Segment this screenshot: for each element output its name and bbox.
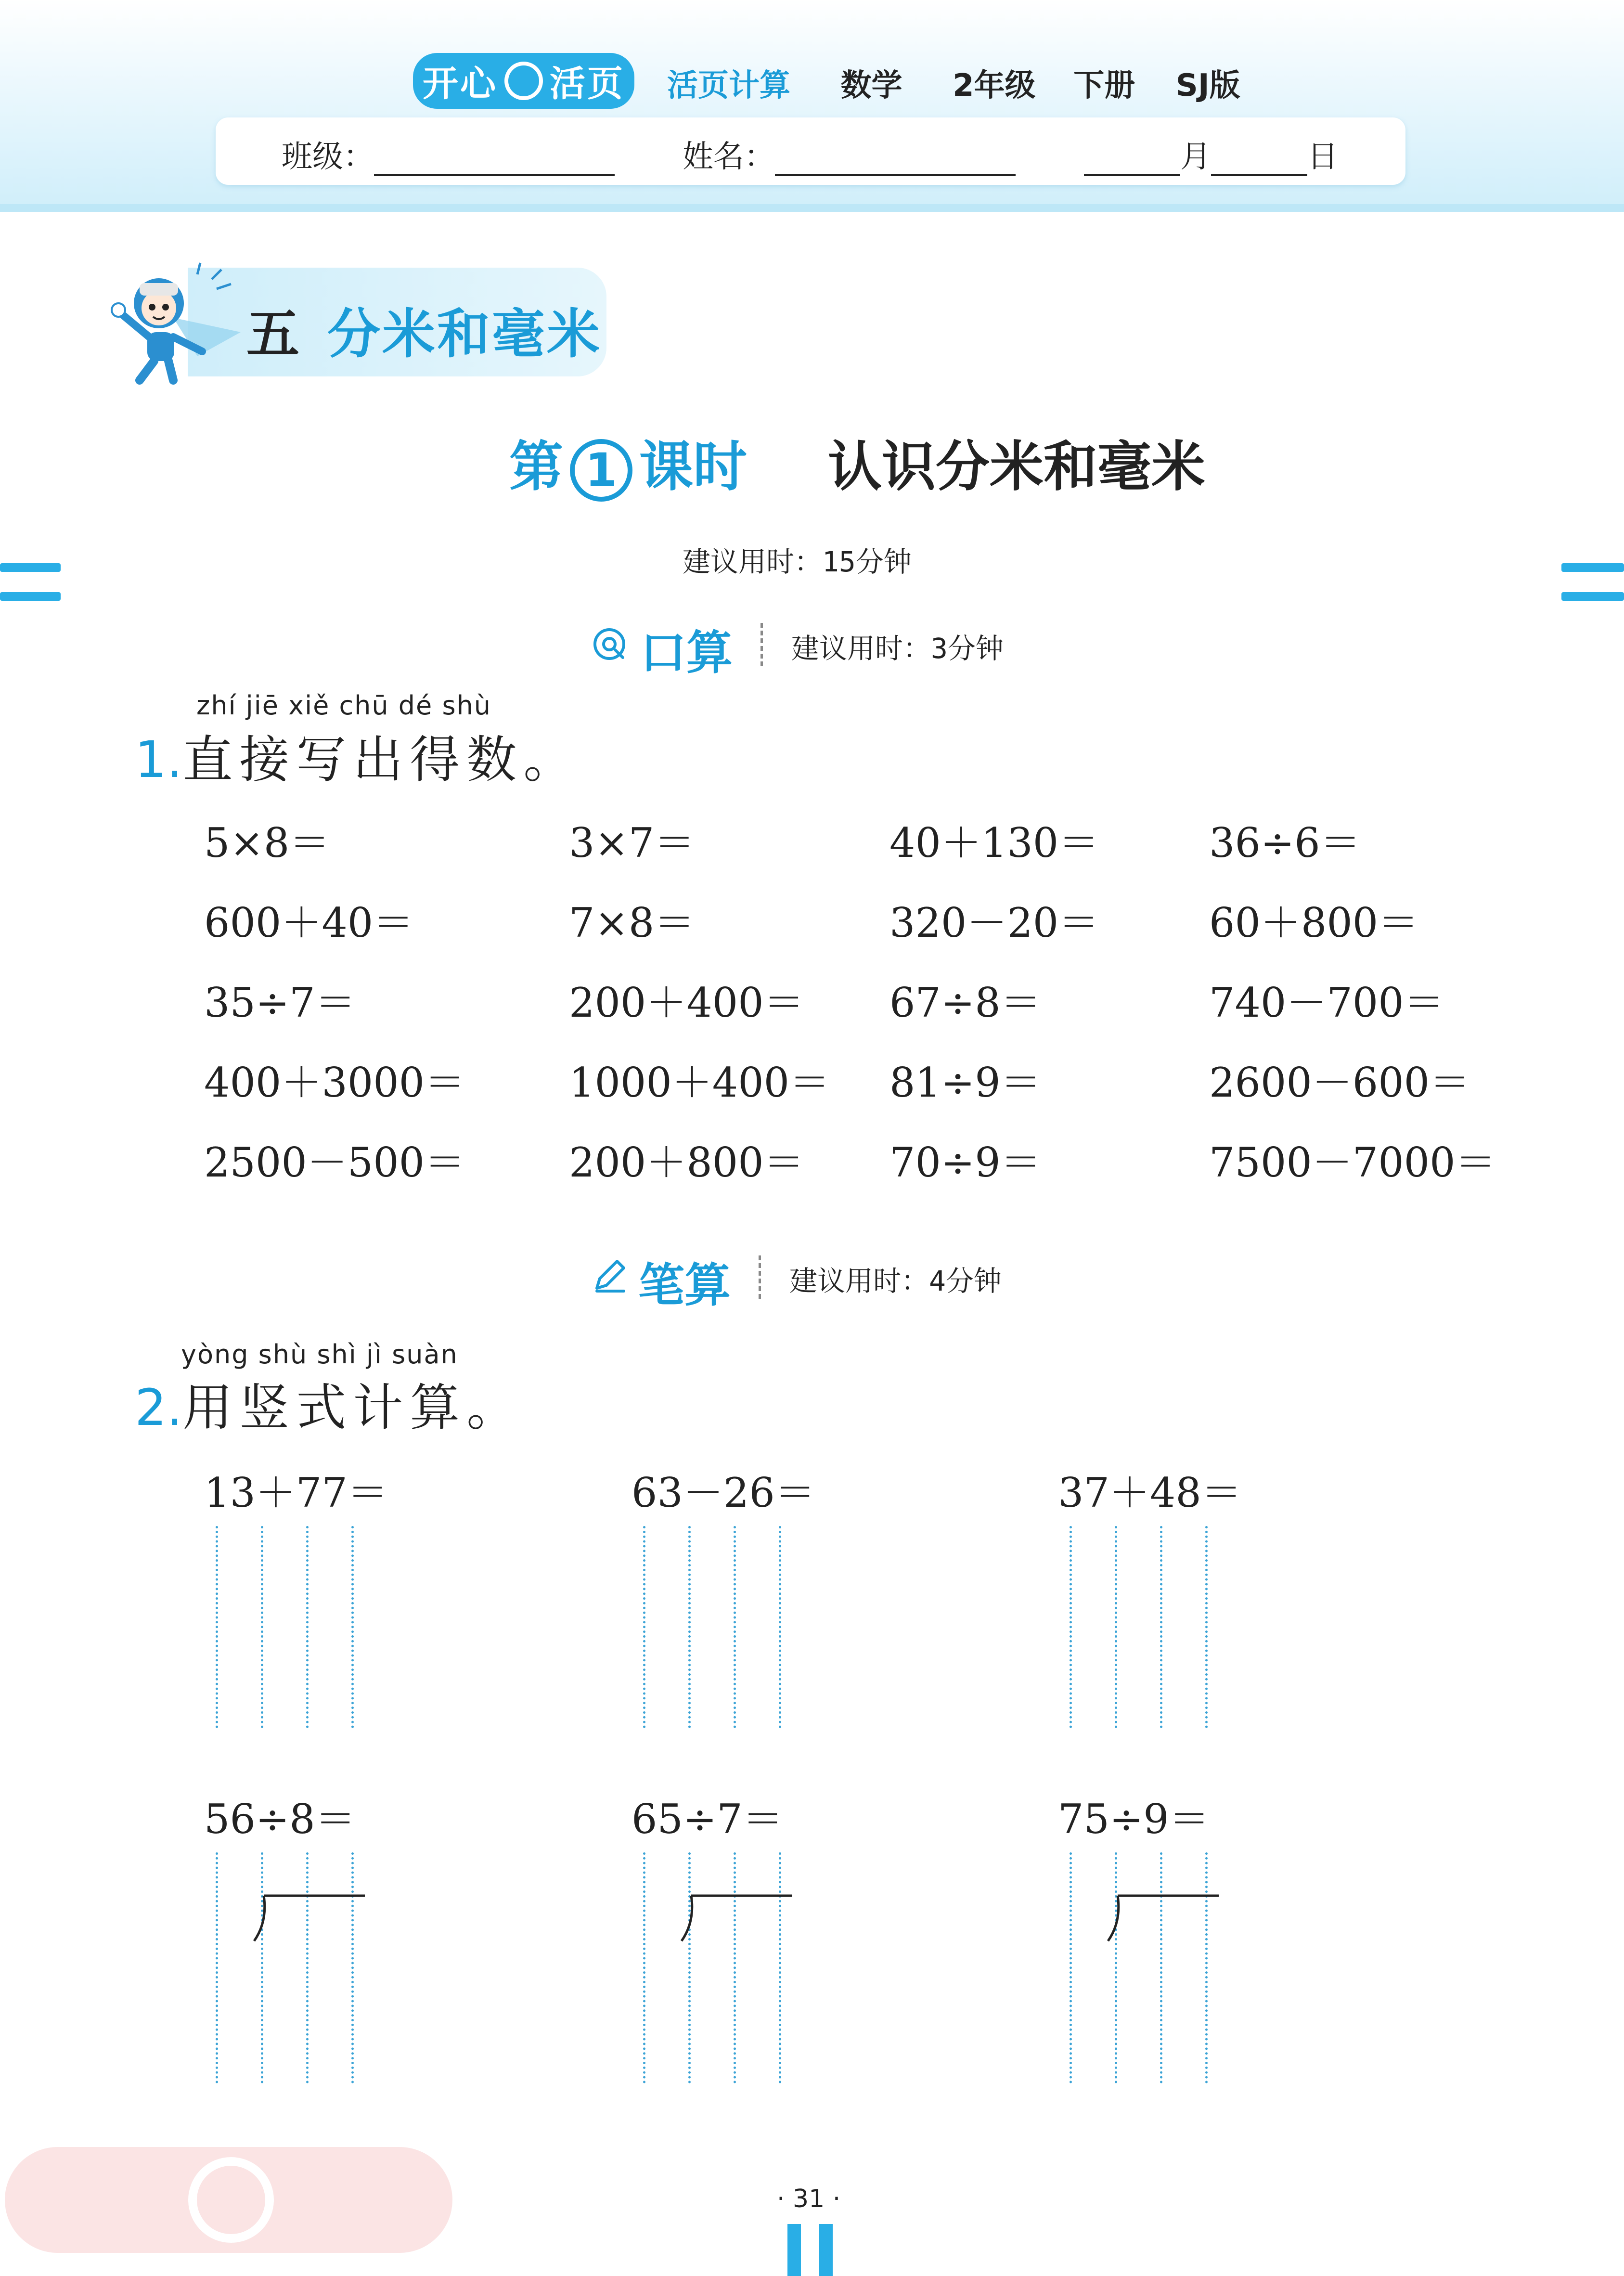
- written-problem: 65÷7＝: [632, 1796, 783, 1843]
- lesson-time-hint: 建议用时：15分钟: [683, 545, 912, 578]
- work-space[interactable]: [643, 1526, 787, 1728]
- oral-problem: 2600－600＝: [1209, 1059, 1470, 1106]
- work-space[interactable]: [216, 1526, 360, 1728]
- oral-problem: 3×7＝: [569, 819, 695, 866]
- oral-problem: 60＋800＝: [1209, 899, 1419, 946]
- oral-problem: 67÷8＝: [889, 979, 1041, 1026]
- oral-problem: 200＋800＝: [569, 1139, 804, 1186]
- lesson-suffix: 课时: [639, 436, 747, 498]
- name-field: [683, 132, 1016, 176]
- oral-problem: 200＋400＝: [569, 979, 804, 1026]
- page-number: · 31 ·: [777, 2185, 841, 2213]
- lesson-number: 1: [570, 439, 632, 502]
- left-edge-mark: [0, 592, 61, 601]
- oral-time-hint: 建议用时：3分钟: [791, 632, 1004, 665]
- logo-text-left: 开心: [423, 63, 498, 104]
- day-input-line[interactable]: [1211, 145, 1307, 176]
- work-space[interactable]: [216, 1852, 360, 2083]
- chapter-number: 五: [246, 303, 299, 365]
- work-space[interactable]: [643, 1852, 787, 2083]
- class-field: [282, 132, 615, 176]
- brand-logo: [413, 53, 634, 109]
- oral-problem: 2500－500＝: [204, 1139, 465, 1186]
- q1-heading: [135, 719, 580, 791]
- q1-pinyin: zhí jiē xiě chū dé shù: [196, 690, 492, 721]
- chapter-title: 分米和毫米: [327, 303, 602, 365]
- class-input-line[interactable]: [374, 145, 615, 176]
- date-field: [1084, 132, 1338, 176]
- written-time-hint: 建议用时：4分钟: [789, 1265, 1002, 1297]
- name-input-line[interactable]: [775, 145, 1016, 176]
- oral-problem: 70÷9＝: [889, 1139, 1041, 1186]
- book-info: [667, 61, 1240, 105]
- footer-bar-left: [787, 2224, 801, 2276]
- written-problem: 63－26＝: [632, 1469, 815, 1516]
- oral-problem: 36÷6＝: [1209, 819, 1361, 866]
- q2-number: 2.: [135, 1378, 183, 1437]
- q2-heading: [135, 1367, 523, 1439]
- series-name: 活页计算: [667, 68, 790, 103]
- oral-section-title: 口算: [640, 626, 733, 680]
- oral-problem: 320－20＝: [889, 899, 1099, 946]
- watermark-logo: [0, 2137, 462, 2263]
- section-divider: [760, 623, 763, 666]
- written-problem: 75÷9＝: [1058, 1796, 1210, 1843]
- month-input-line[interactable]: [1084, 145, 1180, 176]
- q1-title: 直接写出得数。: [182, 730, 580, 789]
- work-space[interactable]: [1070, 1852, 1214, 2083]
- oral-problem: 7500－7000＝: [1209, 1139, 1496, 1186]
- written-problem: 37＋48＝: [1058, 1469, 1242, 1516]
- logo-mark-icon: [504, 62, 543, 100]
- section-divider: [759, 1255, 761, 1299]
- lesson-heading: [509, 424, 1205, 502]
- oral-problem: 740－700＝: [1209, 979, 1444, 1026]
- q1-number: 1.: [135, 730, 183, 789]
- q2-title: 用竖式计算。: [182, 1378, 524, 1437]
- work-space[interactable]: [1070, 1526, 1214, 1728]
- long-division-bracket: [249, 1893, 374, 1946]
- long-division-bracket: [1103, 1893, 1228, 1946]
- oral-problem: 5×8＝: [204, 819, 330, 866]
- grade: 2年级: [953, 68, 1036, 103]
- subject: 数学: [840, 68, 902, 103]
- class-label: 班级：: [282, 139, 374, 175]
- lesson-title: 认识分米和毫米: [828, 436, 1205, 498]
- lesson-prefix: 第: [509, 436, 563, 498]
- name-label: 姓名：: [683, 139, 775, 175]
- oral-problem: 400＋3000＝: [204, 1059, 465, 1106]
- right-edge-mark: [1561, 563, 1624, 572]
- oral-problem: 1000＋400＝: [569, 1059, 830, 1106]
- speech-icon: [591, 626, 628, 662]
- oral-problem: 40＋130＝: [889, 819, 1099, 866]
- oral-problem: 81÷9＝: [889, 1059, 1041, 1106]
- month-label: 月: [1180, 139, 1211, 175]
- logo-text-right: 活页: [550, 63, 625, 104]
- right-edge-mark: [1561, 592, 1624, 601]
- oral-problem: 600＋40＝: [204, 899, 414, 946]
- q2-pinyin: yòng shù shì jì suàn: [181, 1339, 458, 1370]
- day-label: 日: [1307, 139, 1338, 175]
- written-problem: 56÷8＝: [204, 1796, 356, 1843]
- left-edge-mark: [0, 563, 61, 572]
- written-problem: 13＋77＝: [204, 1469, 388, 1516]
- edition: SJ版: [1175, 68, 1240, 103]
- written-section-title: 笔算: [638, 1258, 731, 1312]
- volume: 下册: [1073, 68, 1135, 103]
- oral-problem: 7×8＝: [569, 899, 695, 946]
- mascot-icon: [101, 260, 245, 385]
- long-division-bracket: [677, 1893, 802, 1946]
- footer-bar-right: [819, 2224, 833, 2276]
- oral-problem: 35÷7＝: [204, 979, 356, 1026]
- pencil-icon: [590, 1256, 629, 1295]
